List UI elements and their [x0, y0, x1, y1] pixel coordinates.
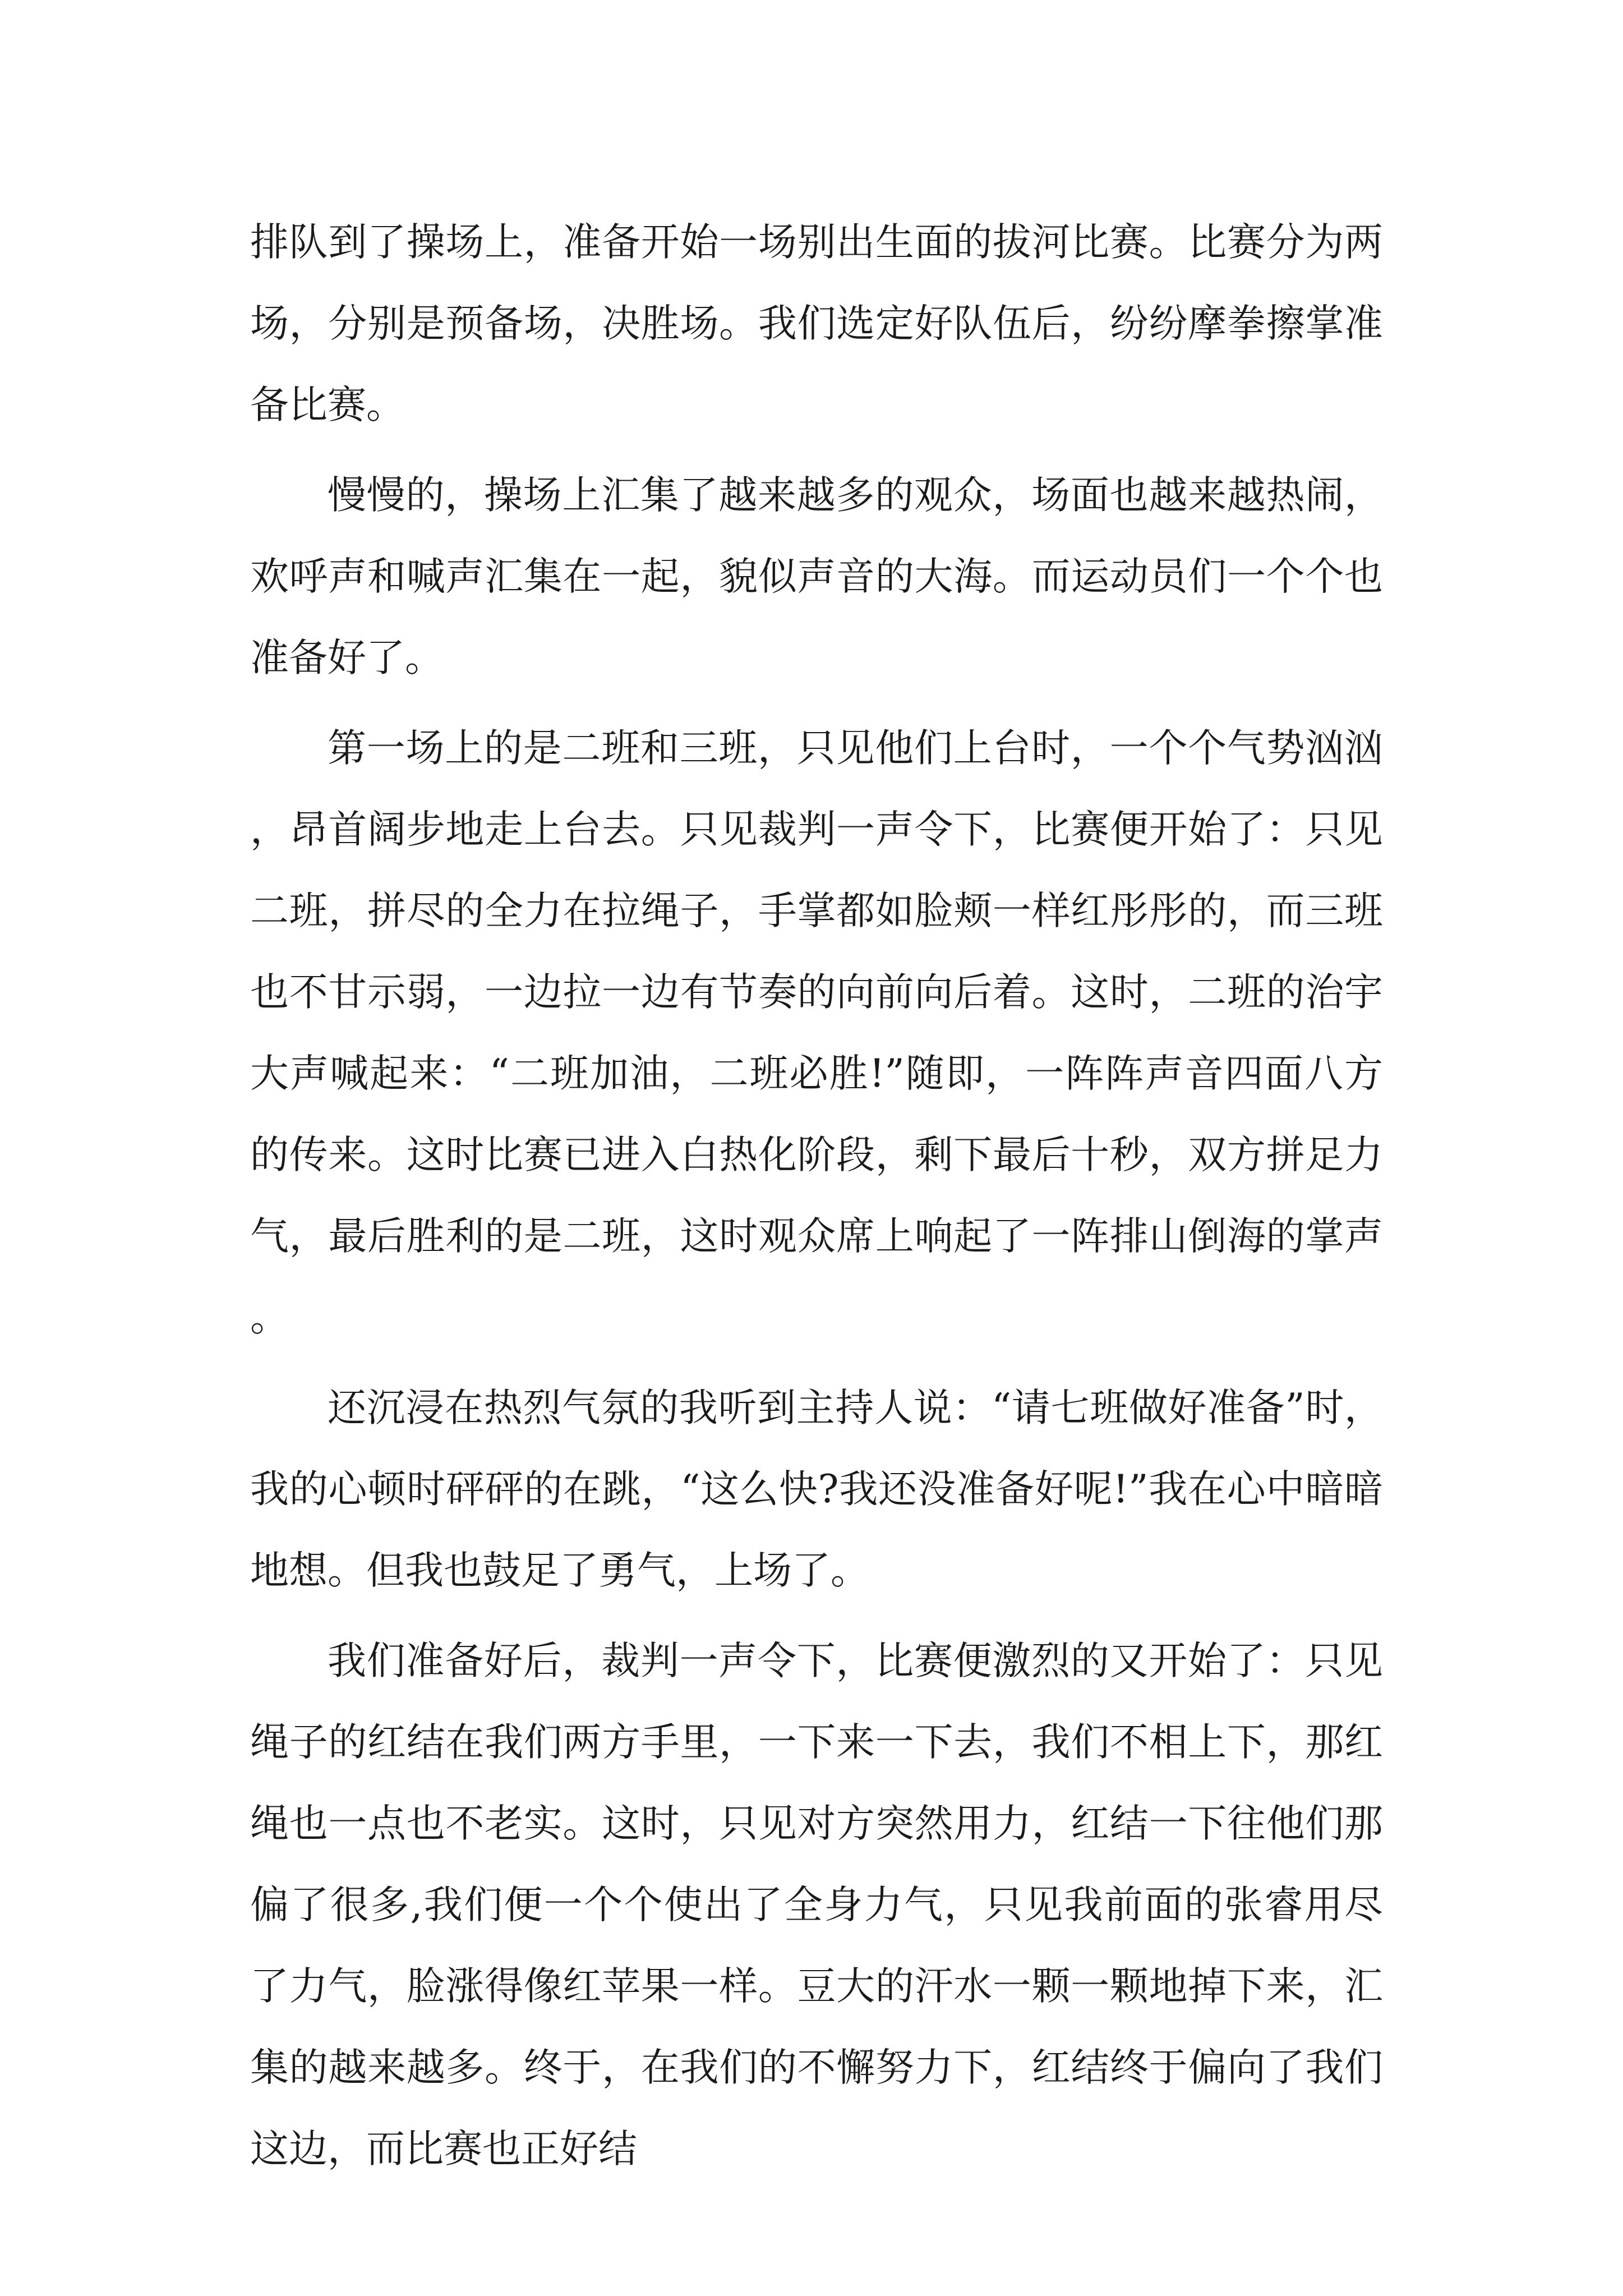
paragraph-4: 还沉浸在热烈气氛的我听到主持人说：“请七班做好准备”时，我的心顿时砰砰的在跳，“这么快?我还没准备好呢!”我在心中暗暗地想。但我也鼓足了勇气，上场了。	[250, 1386, 1383, 1593]
paragraph-1: 排队到了操场上，准备开始一场别出生面的拔河比赛。比赛分为两场，分别是预备场，决胜场。我们选定好队伍后，纷纷摩拳擦掌准备比赛。	[250, 220, 1383, 427]
paragraph-5: 我们准备好后，裁判一声令下，比赛便激烈的又开始了：只见绳子的红结在我们两方手里，一下来一下去，我们不相上下，那红绳也一点也不老实。这时，只见对方突然用力，红结一下往他们那偏了很多,我们便一个个使出了全身力气，只见我前面的张睿用尽了力气，脸涨得像红苹果一样。豆大的汗水一颗一颗地掉下来，汇集的越来越多。终于，在我们的不懈努力下，红结终于偏向了我们这边，而比赛也正好结	[250, 1639, 1383, 2171]
paragraph-3: 第一场上的是二班和三班，只见他们上台时，一个个气势汹汹，昂首阔步地走上台去。只见裁判一声令下，比赛便开始了：只见二班，拼尽的全力在拉绳子，手掌都如脸颊一样红彤彤的，而三班也不甘示弱，一边拉一边有节奏的向前向后着。这时，二班的治宇大声喊起来：“二班加油，二班必胜!”随即，一阵阵声音四面八方的传来。这时比赛已进入白热化阶段，剩下最后十秒，双方拼足力气，最后胜利的是二班，这时观众席上响起了一阵排山倒海的掌声。	[250, 726, 1383, 1340]
body-text	[250, 202, 1383, 2190]
paragraph-2: 慢慢的，操场上汇集了越来越多的观众，场面也越来越热闹，欢呼声和喊声汇集在一起，貌似声音的大海。而运动员们一个个也准备好了。	[250, 473, 1383, 680]
